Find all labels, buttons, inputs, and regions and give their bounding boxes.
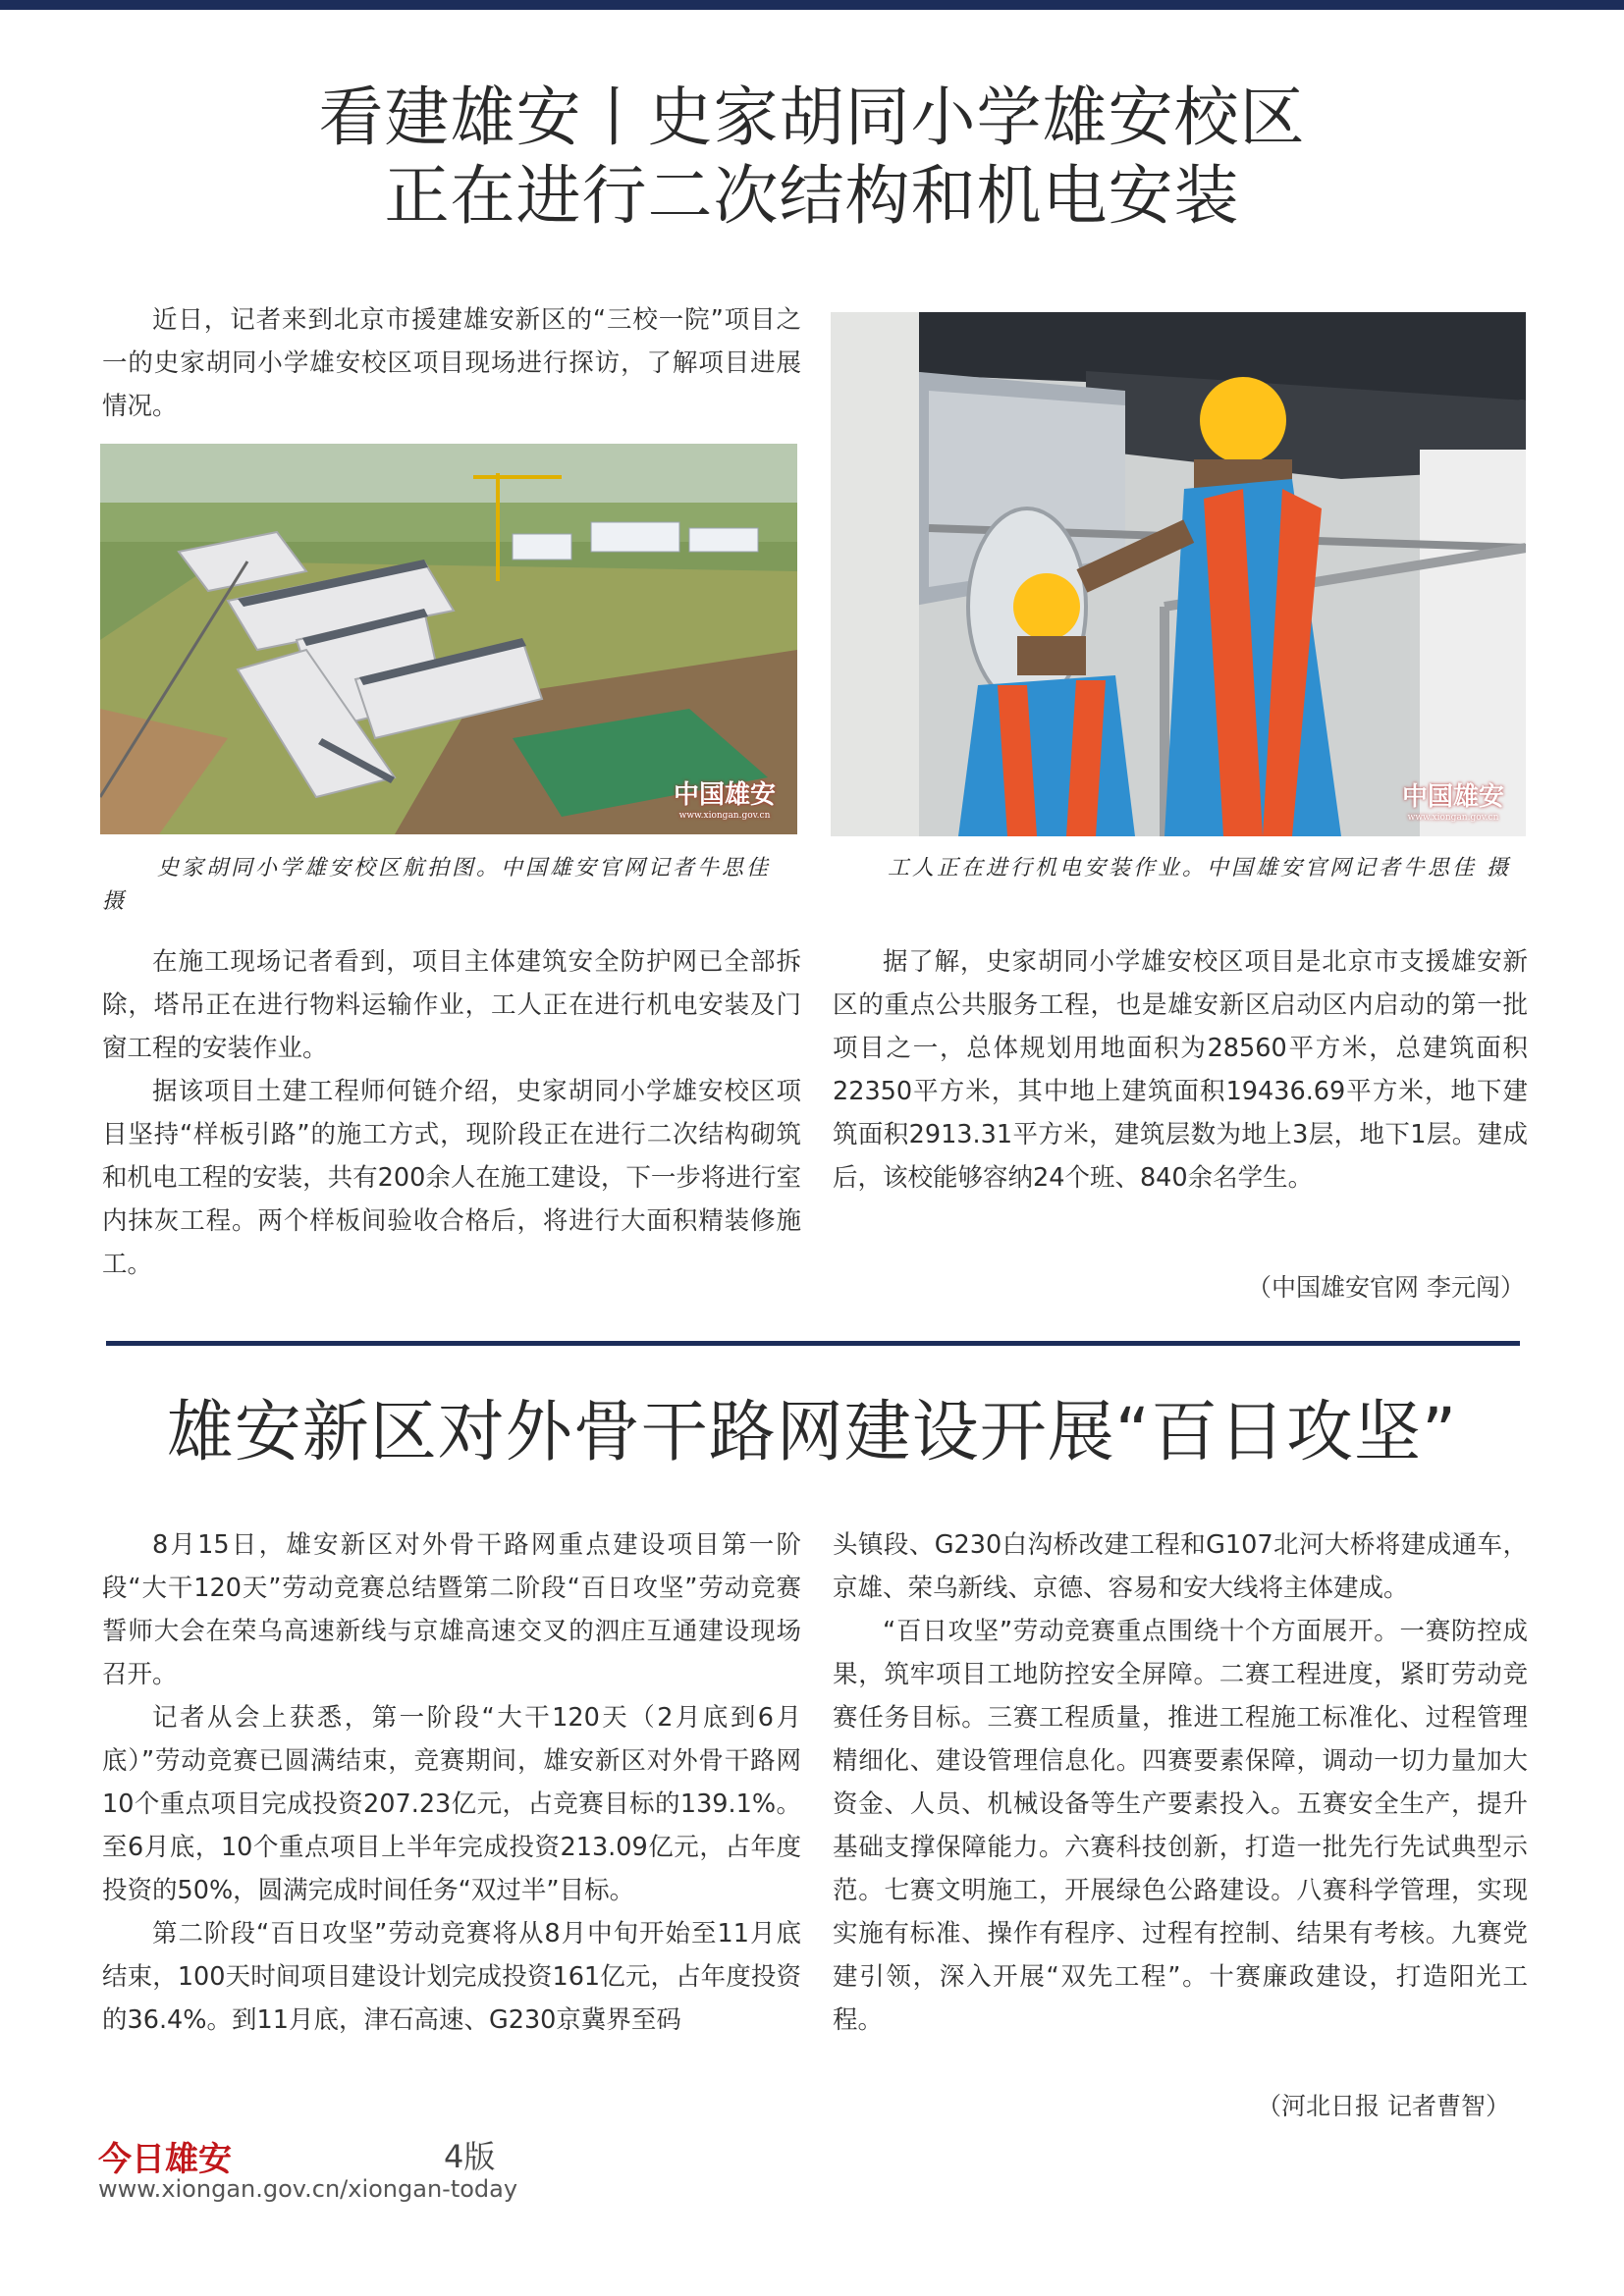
- workers-photo-illustration: [831, 312, 1526, 836]
- workers-photo-caption: [833, 852, 1530, 885]
- aerial-photo-watermark: [674, 774, 776, 821]
- aerial-photo-watermark-text: 中国雄安: [673, 780, 776, 810]
- article1-intro: [102, 298, 801, 428]
- article2-right-column: [833, 1523, 1528, 2042]
- article2-source: （河北日报 记者曹智）: [1257, 2092, 1510, 2120]
- article1-left-column: [102, 940, 801, 1286]
- article2-right-continuation: 头镇段、G230白沟桥改建工程和G107北河大桥将建成通车，京雄、荣乌新线、京德、容易和安大线将主体建成。: [833, 1530, 1528, 1603]
- article2-left-column: [102, 1523, 801, 2042]
- workers-photo: [831, 312, 1526, 836]
- article2-right-paragraph-1: “百日攻坚”劳动竞赛重点围绕十个方面展开。一赛防控成果，筑牢项目工地防控安全屏障。二赛工程进度，紧盯劳动竞赛任务目标。三赛工程质量，推进工程施工标准化、过程管理精细化、建设管理信息化。四赛要素保障，调动一切力量加大资金、人员、机械设备等生产要素投入。五赛安全生产，提升基础支撑保障能力。六赛科技创新，打造一批先行先试典型示范。七赛文明施工，开展绿色公路建设。八赛科学管理，实现实施有标准、操作有程序、过程有控制、结果有考核。九赛党建引领，深入开展“双先工程”。十赛廉政建设，打造阳光工程。: [833, 1617, 1528, 2035]
- article-divider: [106, 1341, 1520, 1346]
- article2-left-paragraph-3: 第二阶段“百日攻坚”劳动竞赛将从8月中旬开始至11月底结束，100天时间项目建设计划完成投资161亿元，占年度投资的36.4%。到11月底，津石高速、G230京冀界至码: [102, 1919, 801, 2035]
- article1-title-line2: 正在进行二次结构和机电安装: [384, 158, 1240, 234]
- article1-title: [0, 79, 1624, 236]
- article2-left-paragraph-1: 8月15日，雄安新区对外骨干路网重点建设项目第一阶段“大干120天”劳动竞赛总结暨第二阶段“百日攻坚”劳动竞赛誓师大会在荣乌高速新线与京雄高速交叉的泗庄互通建设现场召开。: [102, 1530, 801, 1689]
- workers-photo-caption-text: 工人正在进行机电安装作业。中国雄安官网记者牛思佳 摄: [888, 856, 1511, 881]
- aerial-photo-caption-text: 史家胡同小学雄安校区航拍图。中国雄安官网记者牛思佳 摄: [102, 856, 772, 914]
- footer-url[interactable]: www.xiongan.gov.cn/xiongan-today: [98, 2175, 518, 2203]
- article1-left-paragraph-1: 在施工现场记者看到，项目主体建筑安全防护网已全部拆除，塔吊正在进行物料运输作业，工人正在进行机电安装及门窗工程的安装作业。: [102, 947, 801, 1063]
- footer-logo: 今日雄安: [98, 2140, 232, 2179]
- workers-photo-watermark-url: www.xiongan.gov.cn: [1407, 813, 1499, 823]
- workers-photo-watermark: [1402, 776, 1504, 823]
- footer-page-number: 4版: [444, 2138, 496, 2175]
- aerial-photo: [100, 444, 797, 834]
- article1-right-column: [833, 940, 1528, 1200]
- article1-title-line1: 看建雄安丨史家胡同小学雄安校区: [318, 80, 1306, 155]
- article2-title: 雄安新区对外骨干路网建设开展“百日攻坚”: [166, 1394, 1458, 1471]
- article1-left-paragraph-2: 据该项目土建工程师何链介绍，史家胡同小学雄安校区项目坚持“样板引路”的施工方式，现阶段正在进行二次结构砌筑和机电工程的安装，共有200余人在施工建设，下一步将进行室内抹灰工程。两个样板间验收合格后，将进行大面积精装修施工。: [102, 1077, 801, 1279]
- aerial-photo-caption: [102, 852, 801, 919]
- top-color-bar: [0, 0, 1624, 10]
- article1-right-paragraph-1: 据了解，史家胡同小学雄安校区项目是北京市支援雄安新区的重点公共服务工程，也是雄安新区启动区内启动的第一批项目之一，总体规划用地面积为28560平方米，总建筑面积22350平方米，其中地上建筑面积19436.69平方米，地下建筑面积2913.31平方米，建筑层数为地上3层，地下1层。建成后，该校能够容纳24个班、840余名学生。: [833, 947, 1528, 1193]
- article2-left-paragraph-2: 记者从会上获悉，第一阶段“大干120天（2月底到6月底）”劳动竞赛已圆满结束，竞赛期间，雄安新区对外骨干路网10个重点项目完成投资207.23亿元，占竞赛目标的139.1%。至6月底，10个重点项目上半年完成投资213.09亿元，占年度投资的50%，圆满完成时间任务“双过半”目标。: [102, 1703, 801, 1905]
- article1-intro-paragraph: 近日，记者来到北京市援建雄安新区的“三校一院”项目之一的史家胡同小学雄安校区项目现场进行探访，了解项目进展情况。: [102, 305, 801, 421]
- article1-source: （中国雄安官网 李元闯）: [1247, 1273, 1525, 1302]
- aerial-photo-watermark-url: www.xiongan.gov.cn: [678, 811, 771, 821]
- workers-photo-watermark-text: 中国雄安: [1401, 782, 1504, 812]
